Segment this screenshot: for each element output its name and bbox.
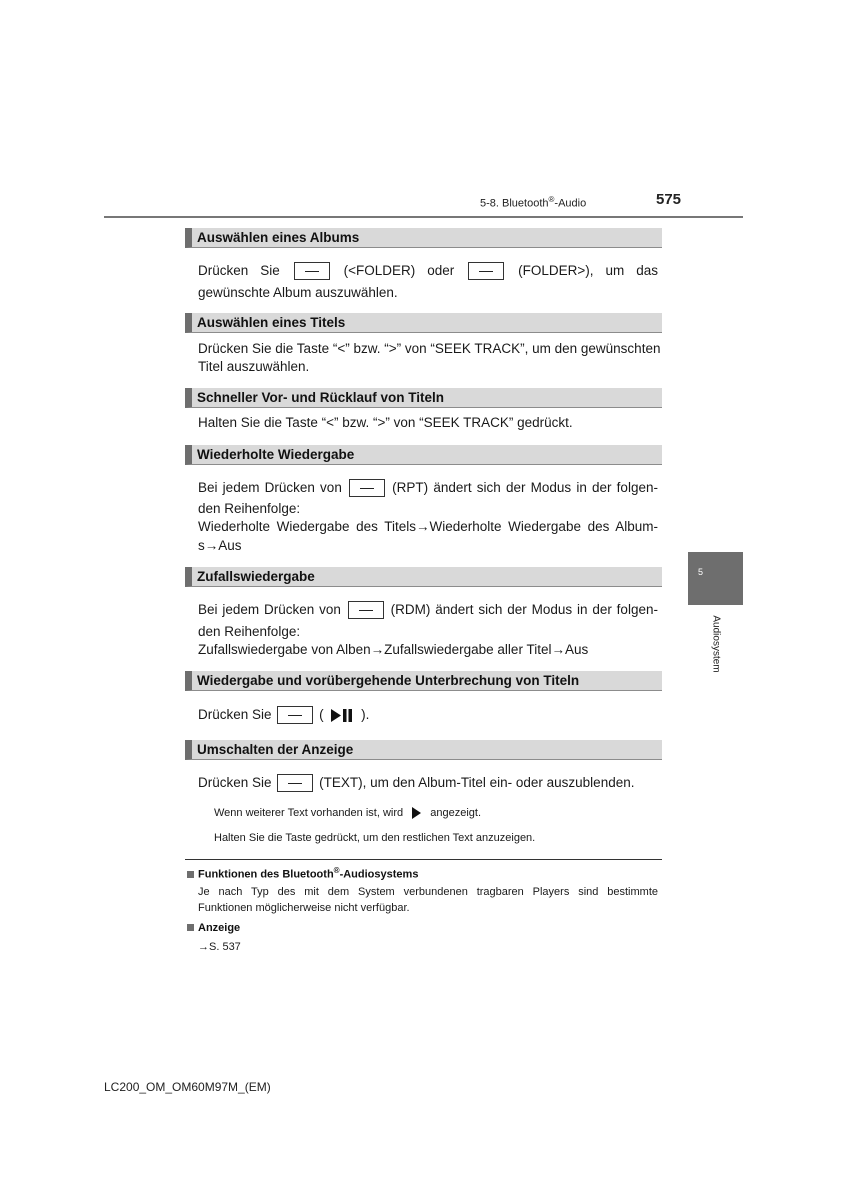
section-header: 5-8. Bluetooth®-Audio <box>480 195 587 210</box>
body-line: Wiederholte Wiedergabe des Titels→Wiederholte Wiedergabe des Album- <box>198 519 658 534</box>
body-line: Drücken Sie (<FOLDER) oder (FOLDER>), um das <box>198 262 658 280</box>
button-icon <box>348 601 384 619</box>
note-heading: Anzeige <box>187 922 240 934</box>
section-heading: Wiedergabe und vorübergehende Unterbrechung von Titeln <box>185 671 662 691</box>
note-line: Halten Sie die Taste gedrückt, um den restlichen Text anzuzeigen. <box>214 832 536 844</box>
chapter-label: Audiosystem <box>710 615 722 673</box>
body-line: den Reihenfolge: <box>198 501 301 516</box>
play-pause-icon <box>331 709 353 722</box>
body-line: Drücken Sie ( ). <box>198 706 369 724</box>
square-bullet-icon <box>187 871 194 878</box>
section-heading: Zufallswiedergabe <box>185 567 662 587</box>
section-heading: Auswählen eines Titels <box>185 313 662 333</box>
note-line: Funktionen möglicherweise nicht verfügbar. <box>198 902 410 914</box>
body-line: Zufallswiedergabe von Alben→Zufallswiedergabe aller Titel→Aus <box>198 642 589 657</box>
triangle-right-icon <box>412 807 421 819</box>
button-icon <box>294 262 330 280</box>
button-icon <box>349 479 385 497</box>
body-line: Halten Sie die Taste “<” bzw. “>” von “SEEK TRACK” gedrückt. <box>198 415 573 430</box>
body-line: s→Aus <box>198 538 242 553</box>
chapter-tab <box>688 552 743 605</box>
section-heading: Umschalten der Anzeige <box>185 740 662 760</box>
page-reference: →S. 537 <box>198 941 241 953</box>
button-icon <box>277 774 313 792</box>
chapter-number: 5 <box>698 567 704 577</box>
note-line: Je nach Typ des mit dem System verbundenen tragbaren Players sind bestimmte <box>198 886 658 898</box>
page-number: 575 <box>656 191 682 208</box>
button-icon <box>277 706 313 724</box>
body-line: gewünschte Album auszuwählen. <box>198 285 398 300</box>
document-id: LC200_OM_OM60M97M_(EM) <box>104 1080 271 1094</box>
body-line: den Reihenfolge: <box>198 624 301 639</box>
divider <box>185 859 662 860</box>
body-line: Drücken Sie (TEXT), um den Album-Titel ein- oder auszublenden. <box>198 774 634 792</box>
header-rule <box>104 216 743 218</box>
note-line: Wenn weiterer Text vorhanden ist, wird angezeigt. <box>214 807 482 819</box>
section-heading: Wiederholte Wiedergabe <box>185 445 662 465</box>
body-line: Drücken Sie die Taste “<” bzw. “>” von “SEEK TRACK”, um den gewünschten <box>198 341 661 356</box>
section-heading: Auswählen eines Albums <box>185 228 662 248</box>
body-line: Titel auszuwählen. <box>198 359 310 374</box>
button-icon <box>468 262 504 280</box>
square-bullet-icon <box>187 924 194 931</box>
section-heading: Schneller Vor- und Rücklauf von Titeln <box>185 388 662 408</box>
note-heading: Funktionen des Bluetooth®-Audiosystems <box>187 866 418 881</box>
body-line: Bei jedem Drücken von (RDM) ändert sich der Modus in der folgen- <box>198 601 658 619</box>
body-line: Bei jedem Drücken von (RPT) ändert sich der Modus in der folgen- <box>198 479 658 497</box>
